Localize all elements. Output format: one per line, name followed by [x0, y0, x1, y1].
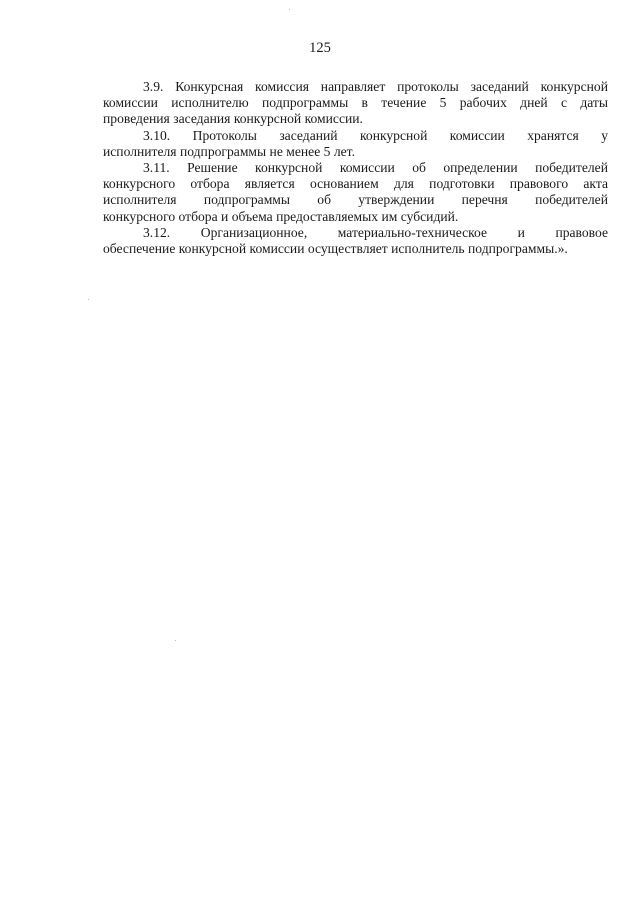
page-number: 125: [309, 40, 331, 56]
text-line: комиссии исполнителю подпрограммы в течение 5 рабочих дней с даты: [103, 95, 608, 111]
scan-speck: [88, 299, 89, 300]
paragraph-3-9: [103, 79, 608, 128]
scan-speck: [289, 9, 290, 10]
paragraph-3-12: [103, 225, 608, 257]
text-line: 3.10. Протоколы заседаний конкурсной комиссии хранятся у: [143, 127, 608, 143]
text-line: 3.12. Организационное, материально-техническое и правовое: [143, 224, 608, 240]
paragraph-3-11: [103, 160, 608, 225]
text-line: 3.9. Конкурсная комиссия направляет протоколы заседаний конкурсной: [143, 79, 608, 94]
scan-speck: [175, 640, 176, 641]
text-line: обеспечение конкурсной комиссии осуществляет исполнитель подпрограммы.».: [103, 241, 568, 257]
text-line: исполнителя подпрограммы не менее 5 лет.: [103, 143, 355, 159]
document-body: [103, 79, 608, 257]
text-line: проведения заседания конкурсной комиссии.: [103, 111, 363, 127]
text-line: 3.11. Решение конкурсной комиссии об определении победителей: [143, 160, 608, 176]
paragraph-3-10: [103, 128, 608, 160]
text-line: исполнителя подпрограммы об утверждении перечня победителей: [103, 192, 608, 208]
text-line: конкурсного отбора и объема предоставляемых им субсидий.: [103, 208, 459, 224]
text-line: конкурсного отбора является основанием для подготовки правового акта: [103, 176, 608, 192]
